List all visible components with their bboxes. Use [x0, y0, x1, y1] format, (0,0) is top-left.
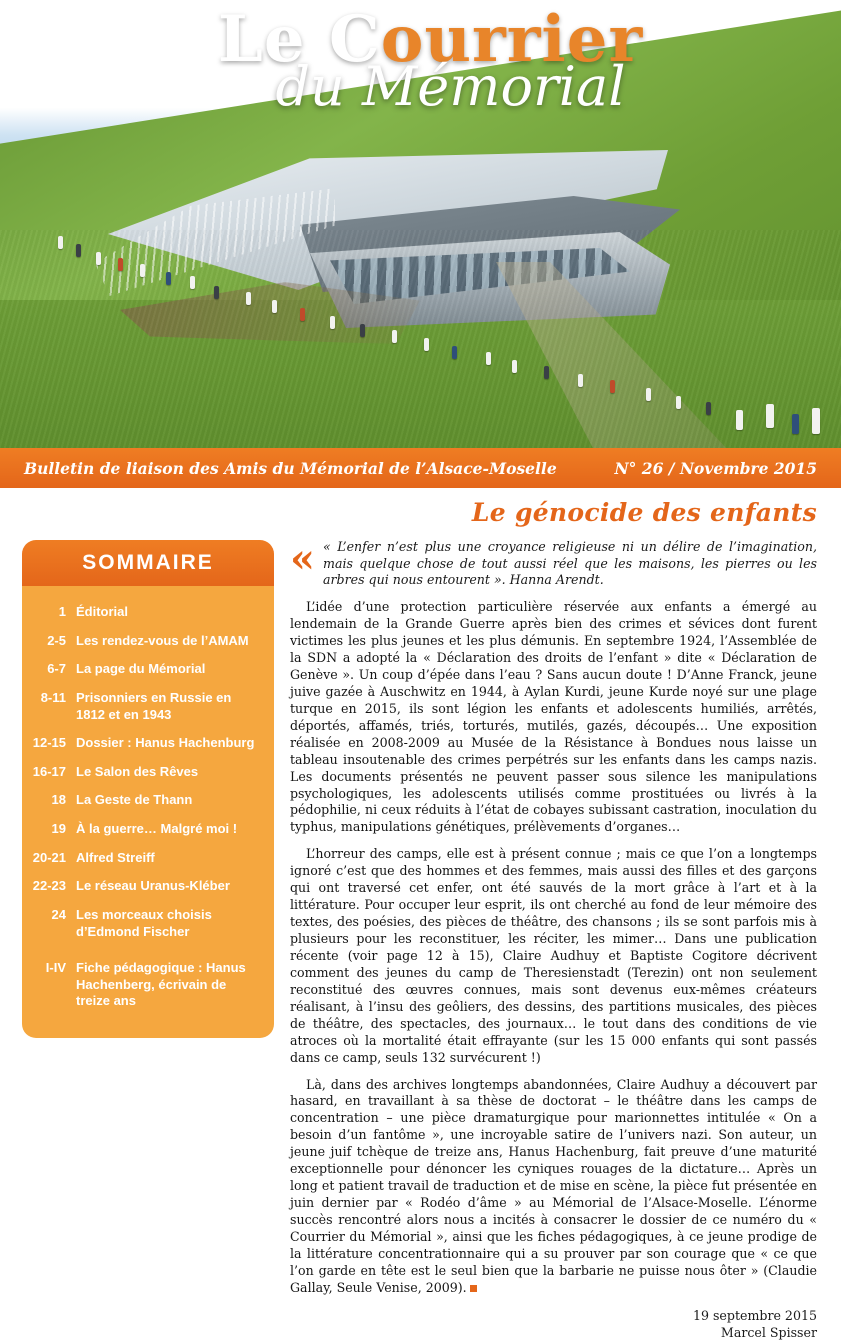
list-item[interactable] [30, 901, 266, 946]
list-item[interactable] [30, 684, 266, 729]
toc-page-number: 1 [58, 604, 66, 619]
page-title: Le génocide des enfants [471, 498, 817, 527]
list-item[interactable] [30, 758, 266, 787]
toc-entry-label: Les morceaux choisis d’Edmond Fischer [76, 906, 212, 939]
list-item[interactable] [30, 786, 266, 815]
list-item[interactable] [30, 655, 266, 684]
toc-page-number: 2-5 [47, 632, 66, 648]
list-item[interactable] [30, 815, 266, 844]
article-paragraph: L’horreur des camps, elle est à présent connue ; mais ce que l’on a longtemps ignoré c’est que des hommes et des femmes, mais aussi des filles et des garçons qui ont traversé cet enfer, ont été sauvés de la mort grâce à l’art et à la littérature. Pour occuper leur esprit, ils ont cherché au fond de leur mémoire des textes, des poésies, des pièces de théâtre, des chansons ; ils se sont parfois mis à plusieurs pour les reconstituer, les réciter, les mimer… Dans une publication récente (voir page 12 à 15), Claire Audhuy et Baptiste Cogitore décrivent comment des jeunes du camp de Theresienstadt (Terezin) ont non seulement reconstitué des œuvres connues, mais sont devenus eux-mêmes créateurs réalisant, à l’insu des geôliers, des dessins, des partitions musicales, des pièces de théâtre, des spectacles, des journaux… le tout dans des conditions de vie atroces où la mortalité était effrayante (sur les 15 000 enfants qui sont passés dans ce camp, seuls 132 survécurent !) [290, 846, 817, 1065]
article-paragraph: L’idée d’une protection particulière réservée aux enfants a émergé au lendemain de la Grande Guerre après bien des crimes et sévices dont furent victimes les plus jeunes et les plus démunis. En septembre 1924, l’Assemblée de la SDN a adopté la « Déclaration des droits de l’enfant » dite « Déclaration de Genève ». Un coup d’épée dans l’eau ? Sans aucun doute ! D’Anne Franck, jeune juive gazée à Auschwitz en 1944, à Aylan Kurdi, jeune Kurde noyé sur une plage turque en 2015, ils sont légion les enfants et adolescents humiliés, arrêtés, déportés, affamés, triés, torturés, mutilés, gazés, découpés… Une exposition réalisée en 2008-2009 au Musée de la Résistance à Bondues nous laisse un tableau insoutenable des crimes perpétrés sur les enfants dans les camps nazis. Les documents présentés ne peuvent passer sous silence les manipulations psychologiques, les adolescents utilisés comme prostituées ou livrés à la pédophilie, ni ceux réduits à l’état de cobayes subissant castration, inoculation du typhus, manipulations génétiques, prélèvements d’organes… [290, 599, 817, 835]
article-paragraph-text: Là, dans des archives longtemps abandonnées, Claire Audhuy a découvert par hasard, en travaillant à sa thèse de doctorat – le théâtre dans les camps de concentration – une pièce dramaturgique pour marionnettes intitulée « On a besoin d’un fantôme », une incroyable satire de l’univers nazi. Son auteur, un jeune juif tchèque de treize ans, Hanus Hachenburg, fait preuve d’une maturité exceptionnelle pour dénoncer les cyniques rouages de la dictature… Après un long et patient travail de traduction et de mise en scène, la pièce fut présentée en juin dernier par « Rodéo d’âme » au Mémorial de l’Alsace-Moselle. L’énorme succès rencontré alors nous a incités à consacrer le dossier de ce numéro du « Courrier du Mémorial », ainsi que les fiches pédagogiques, à ce jeune prodige de la littérature concentrationnaire qui a su prouver par son courage que « ce que l’on garde en tête est le seul bien que la barbarie ne puisse nous ôter » (Claudie Gallay, Seule Venise, 2009). [290, 1076, 817, 1295]
banner-issue-number: N° 26 / Novembre 2015 [614, 458, 817, 478]
toc-page-number: 6-7 [47, 661, 66, 677]
banner-subtitle: Bulletin de liaison des Amis du Mémorial de l’Alsace-Moselle [24, 458, 557, 478]
toc-entry-label: Alfred Streiff [76, 849, 155, 865]
toc-entry-label: Le réseau Uranus-Kléber [76, 878, 230, 894]
signature-date: 19 septembre 2015 [692, 1307, 817, 1323]
signature-author: Marcel Spisser [720, 1325, 817, 1341]
article-paragraph [290, 1077, 817, 1297]
sommaire-heading: SOMMAIRE [22, 540, 274, 586]
list-item[interactable] [30, 627, 266, 656]
toc-page-number: 20-21 [32, 849, 66, 865]
title-subtitle: du Mémorial [275, 55, 626, 119]
masthead-photo [0, 0, 841, 448]
toc-page-number: 22-23 [32, 878, 66, 894]
table-of-contents [22, 540, 274, 1342]
list-item[interactable] [30, 872, 266, 901]
pull-quote [290, 535, 817, 589]
toc-entry-label: Fiche pédagogique : Hanus Hachenberg, écrivain de treize ans [76, 960, 246, 1009]
sommaire-list [22, 586, 274, 1038]
article-signature [290, 1307, 817, 1342]
title-le-c: Le C [217, 2, 381, 77]
toc-entry-label: La page du Mémorial [76, 661, 206, 677]
grass-texture [0, 230, 841, 448]
list-item[interactable] [30, 598, 266, 627]
pull-quote-text: « L’enfer n’est plus une croyance religieuse ni un délire de l’imagination, mais quelque chose de tout aussi réel que les maisons, les pierres ou les arbres qui nous entourent ». Hanna Arendt. [323, 539, 817, 588]
toc-page-number: 24 [51, 906, 66, 922]
toc-entry-label: Prisonniers en Russie en 1812 et en 1943 [76, 689, 232, 722]
quote-icon: « [290, 535, 315, 582]
issue-banner [0, 448, 841, 488]
editorial-article [290, 498, 819, 1342]
toc-page-number: 19 [51, 821, 66, 836]
toc-entry-label: Le Salon des Rêves [76, 763, 199, 779]
page-content [0, 488, 841, 1342]
toc-page-number: 18 [51, 792, 66, 808]
toc-page-number: I-IV [45, 960, 66, 976]
end-mark-icon [470, 1285, 477, 1292]
list-item[interactable] [30, 729, 266, 758]
toc-page-number: 12-15 [32, 735, 66, 751]
toc-page-number: 16-17 [32, 763, 66, 779]
toc-entry-label: La Geste de Thann [76, 792, 193, 808]
list-item[interactable] [30, 844, 266, 873]
toc-page-number: 8-11 [40, 689, 66, 705]
toc-entry-label: Les rendez-vous de l’AMAM [76, 632, 249, 648]
toc-entry-label: Éditorial [76, 604, 129, 619]
title-ourrier: ourrier [380, 2, 644, 77]
list-item[interactable] [30, 946, 266, 1016]
toc-entry-label: Dossier : Hanus Hachenburg [76, 735, 255, 751]
toc-entry-label: À la guerre… Malgré moi ! [76, 821, 238, 836]
